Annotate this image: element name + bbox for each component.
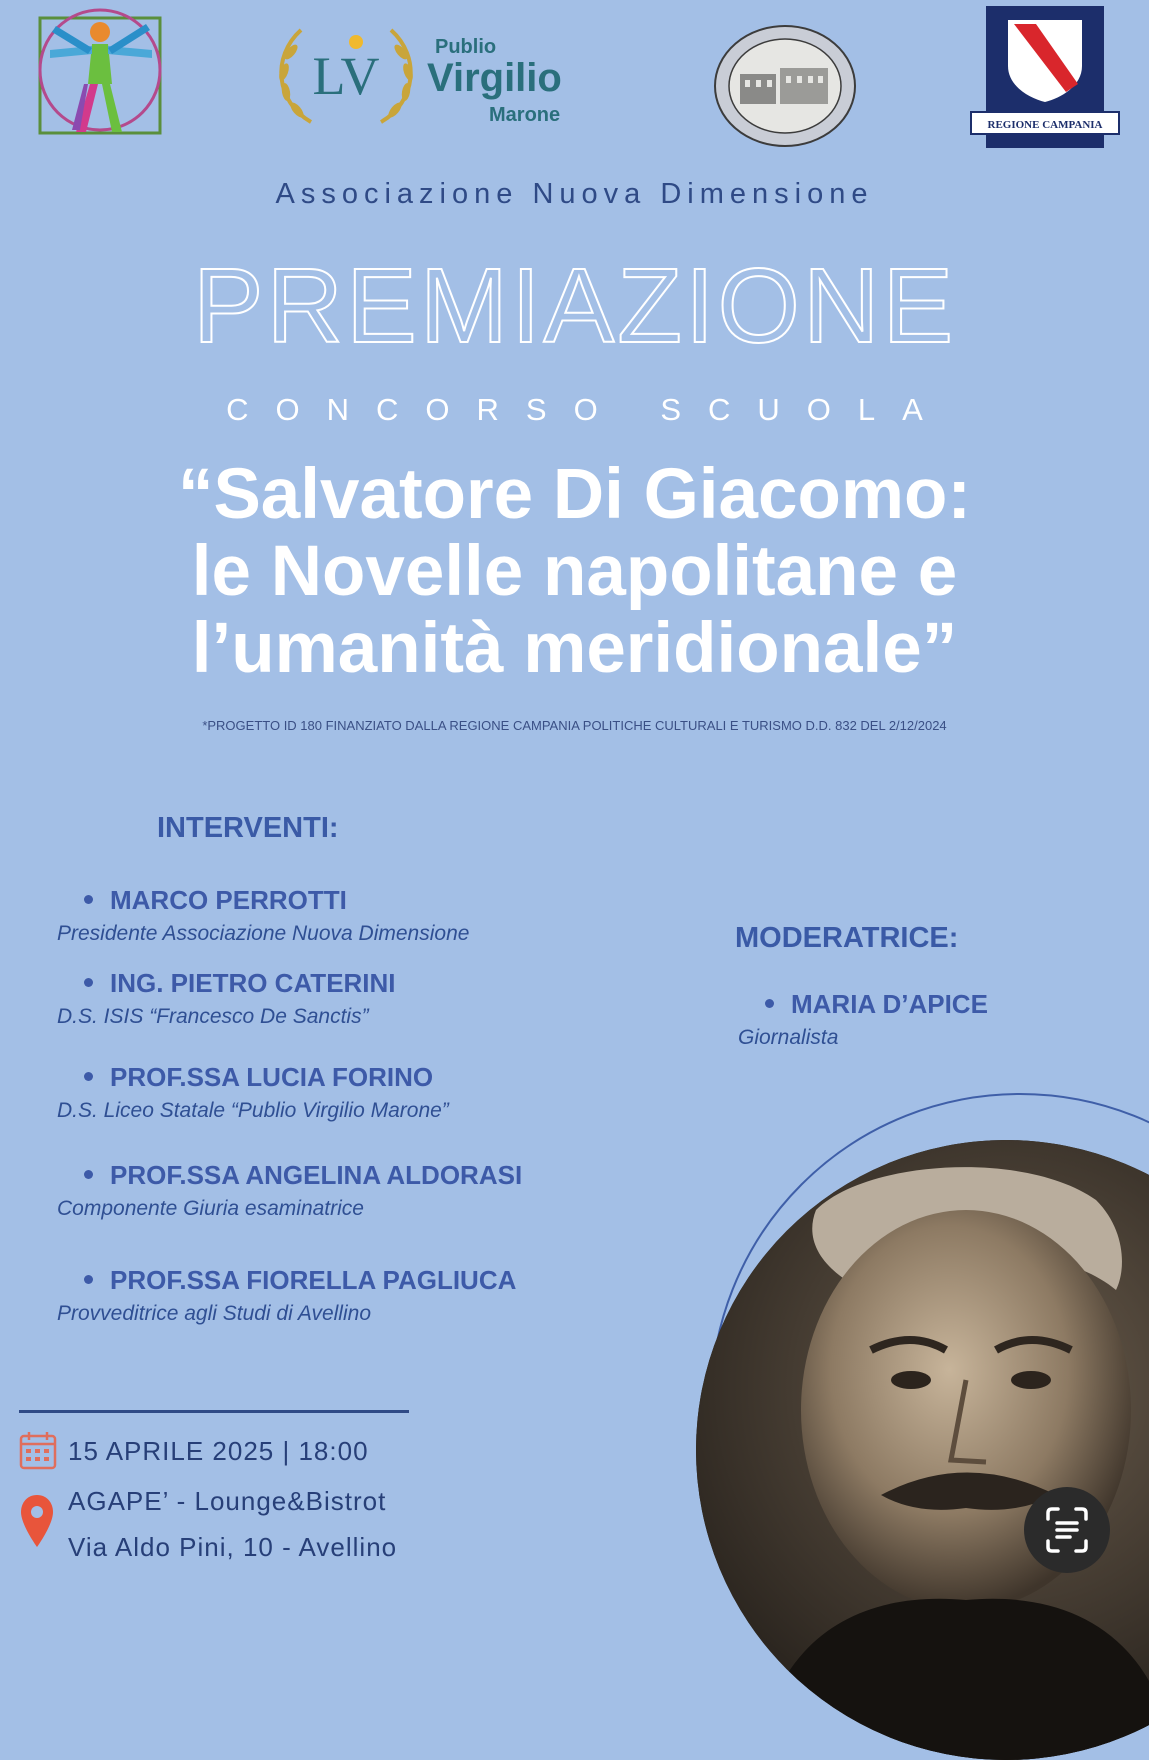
moderator-item <box>738 989 988 1050</box>
speaker-role: Provveditrice agli Studi di Avellino <box>57 1302 371 1325</box>
moderator-name: MARIA D’APICE <box>791 989 988 1019</box>
scan-text-icon <box>1024 1487 1110 1573</box>
moderatrice-heading: MODERATRICE: <box>735 922 959 954</box>
regione-campania-logo <box>986 6 1104 148</box>
scan-text-button[interactable] <box>1024 1487 1110 1573</box>
project-note: *PROGETTO ID 180 FINANZIATO DALLA REGIONE CAMPANIA POLITICHE CULTURALI E TURISMO D.D. 832 DEL 2/12/2024 <box>202 718 947 733</box>
interventi-heading: INTERVENTI: <box>157 812 339 844</box>
page-title: PREMIAZIONE <box>192 247 957 365</box>
speaker-name: MARCO PERROTTI <box>110 885 347 915</box>
speaker-item <box>57 1265 517 1326</box>
virgilio-line1: Publio <box>435 36 497 58</box>
svg-text:LV: LV <box>312 46 380 106</box>
speaker-role: D.S. Liceo Statale “Publio Virgilio Marone” <box>57 1099 449 1122</box>
speaker-name: PROF.SSA LUCIA FORINO <box>110 1062 434 1092</box>
subtitle: CONCORSO SCUOLA <box>226 392 950 427</box>
speaker-name: ING. PIETRO CATERINI <box>110 968 396 998</box>
vitruvian-man-logo-icon <box>26 6 168 139</box>
association-name: Associazione Nuova Dimensione <box>275 178 874 210</box>
laurel-wreath-icon <box>271 22 421 132</box>
bullet-icon <box>765 999 774 1008</box>
speaker-item <box>57 885 470 946</box>
bullet-icon <box>84 1275 93 1284</box>
event-venue: AGAPE’ - Lounge&Bistrot <box>68 1486 387 1516</box>
contest-title-line-1: “Salvatore Di Giacomo: <box>177 455 972 534</box>
divider <box>19 1410 409 1413</box>
bullet-icon <box>84 1072 93 1081</box>
contest-title <box>0 456 1149 687</box>
contest-title-line-3: l’umanità meridionale” <box>191 609 958 688</box>
calendar-icon <box>19 1430 57 1475</box>
speaker-role: Presidente Associazione Nuova Dimensione <box>57 922 470 945</box>
bullet-icon <box>84 1170 93 1179</box>
speaker-item <box>57 968 396 1029</box>
speaker-item <box>57 1160 523 1221</box>
moderator-role: Giornalista <box>738 1026 839 1049</box>
virgilio-line3: Marone <box>489 104 561 126</box>
vitruvian-logo <box>26 6 168 139</box>
event-address: Via Aldo Pini, 10 - Avellino <box>68 1532 398 1562</box>
speaker-name: PROF.SSA FIORELLA PAGLIUCA <box>110 1265 517 1295</box>
speaker-item <box>57 1062 449 1123</box>
regione-label: REGIONE CAMPANIA <box>970 111 1120 135</box>
bullet-icon <box>84 895 93 904</box>
campania-coat-of-arms-icon <box>986 6 1104 106</box>
contest-title-line-2: le Novelle napolitane e <box>191 532 958 611</box>
speaker-role: D.S. ISIS “Francesco De Sanctis” <box>57 1005 369 1028</box>
bullet-icon <box>84 978 93 987</box>
virgilio-line2: Virgilio <box>427 56 562 100</box>
scuola-enologica-seal <box>712 24 858 148</box>
event-date-time: 15 APRILE 2025 | 18:00 <box>68 1436 369 1466</box>
liceo-virgilio-logo <box>271 22 581 132</box>
speaker-role: Componente Giuria esaminatrice <box>57 1197 364 1220</box>
speaker-name: PROF.SSA ANGELINA ALDORASI <box>110 1160 523 1190</box>
location-pin-icon <box>19 1493 55 1554</box>
school-seal-icon <box>712 24 858 148</box>
